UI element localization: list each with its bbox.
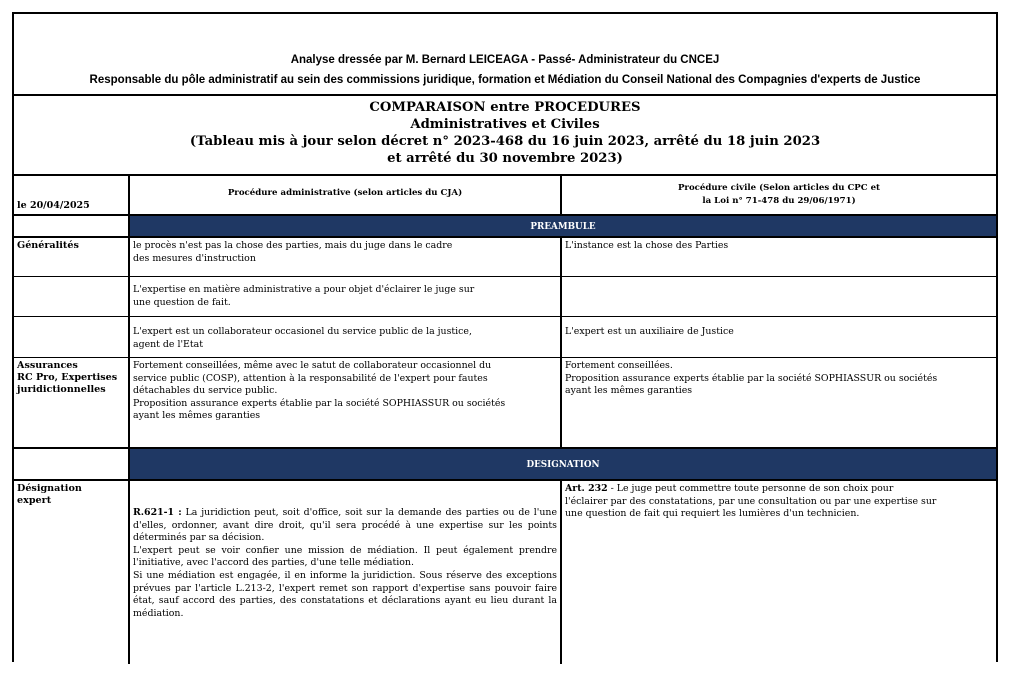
designation-civil: Art. 232 - Le juge peut commettre toute personne de son choix pour l'éclairer par des constatations, par une consultation ou par une expertise sur une question de fait qui requiert les lumières d'un technicien.: [565, 483, 937, 520]
date-label: le 20/04/2025: [17, 200, 90, 211]
designation-row: [14, 449, 996, 481]
designation-expert-label: Désignation expert: [14, 481, 130, 664]
preambule-row: [14, 216, 996, 238]
empty-civil-cell: [562, 277, 996, 316]
table-row: [14, 358, 996, 449]
assurances-admin: Fortement conseillées, même avec le satut de collaborateur occasionnel du service public (COSP), attention à la responsabilité de l'expert pour fautes détachables du service public. Proposition assurance experts établie par la société SOPHIASSUR ou sociétés ayant les mêmes garanties: [130, 358, 562, 447]
empty-label-cell: [14, 277, 130, 316]
role-line: Responsable du pôle administratif au sein des commissions juridique, formation et Médiation du Conseil National des Compagnies d'experts de Justice: [89, 74, 921, 86]
title-line-4: et arrêté du 30 novembre 2023): [387, 151, 623, 166]
author-line: Analyse dressée par M. Bernard LEICEAGA - Passé- Administrateur du CNCEJ: [290, 54, 720, 66]
table-row: [14, 481, 996, 664]
admin-header-cell: [130, 176, 562, 214]
table-row: [14, 317, 996, 358]
civil-header-cell: [562, 176, 996, 214]
table-row: [14, 238, 996, 277]
title-line-1: COMPARAISON entre PROCEDURES: [369, 100, 641, 115]
title-line-3: (Tableau mis à jour selon décret n° 2023-468 du 16 juin 2023, arrêté du 18 juin 2023: [189, 134, 821, 149]
assurances-label: Assurances RC Pro, Expertises juridictionnelles: [14, 358, 130, 447]
designation-band: DESIGNATION: [130, 449, 996, 479]
collaborateur-civil: L'expert est un auxiliaire de Justice: [565, 326, 734, 337]
preambule-label-cell: [14, 216, 130, 236]
title-line-2: Administratives et Civiles: [410, 117, 600, 132]
table-row: [14, 277, 996, 317]
collaborateur-admin: L'expert est un collaborateur occasionel du service public de la justice, agent de l'Etat: [130, 317, 562, 357]
assurances-civil: Fortement conseillées. Proposition assurance experts établie par la société SOPHIASSUR ou sociétés ayant les mêmes garanties: [565, 360, 938, 397]
civil-column-header: Procédure civile (Selon articles du CPC et la Loi n° 71-478 du 29/06/1971): [677, 183, 881, 206]
generalites-admin: le procès n'est pas la chose des parties, mais du juge dans le cadre des mesures d'instruction: [130, 238, 562, 276]
designation-label-cell: [14, 449, 130, 479]
article-232: Art. 232: [565, 483, 608, 494]
article-r621-1: R.621-1 :: [133, 507, 182, 518]
designation-admin: R.621-1 : La juridiction peut, soit d'office, soit sur la demande des parties ou de l'une d'elles, ordonner, avant dire droit, qu'il sera procédé à une expertise sur les points déterminés par sa décision. L'expert peut se voir confier une mission de médiation. Il peut également prendre l'initiative, avec l'accord des parties, d'une telle médiation. Si une médiation est engagée, il en informe la juridiction. Sous réserve des exceptions prévues par l'article L.213-2, l'expert remet son rapport d'expertise sans pouvoir faire état, sauf accord des parties, des constatations et déclarations ayant eu lieu durant la médiation.: [130, 481, 562, 664]
date-cell: [14, 176, 130, 214]
table-title: [14, 96, 996, 176]
preambule-band: PREAMBULE: [130, 216, 996, 236]
expertise-admin: L'expertise en matière administrative a pour objet d'éclairer le juge sur une question de fait.: [130, 277, 562, 316]
column-header-row: [14, 176, 996, 216]
empty-label-cell: [14, 317, 130, 357]
generalites-civil: L'instance est la chose des Parties: [565, 240, 729, 251]
author-header: [14, 14, 996, 96]
comparison-table: [12, 12, 998, 662]
admin-column-header: Procédure administrative (selon articles du CJA): [227, 188, 463, 198]
generalites-label: Généralités: [14, 238, 130, 276]
